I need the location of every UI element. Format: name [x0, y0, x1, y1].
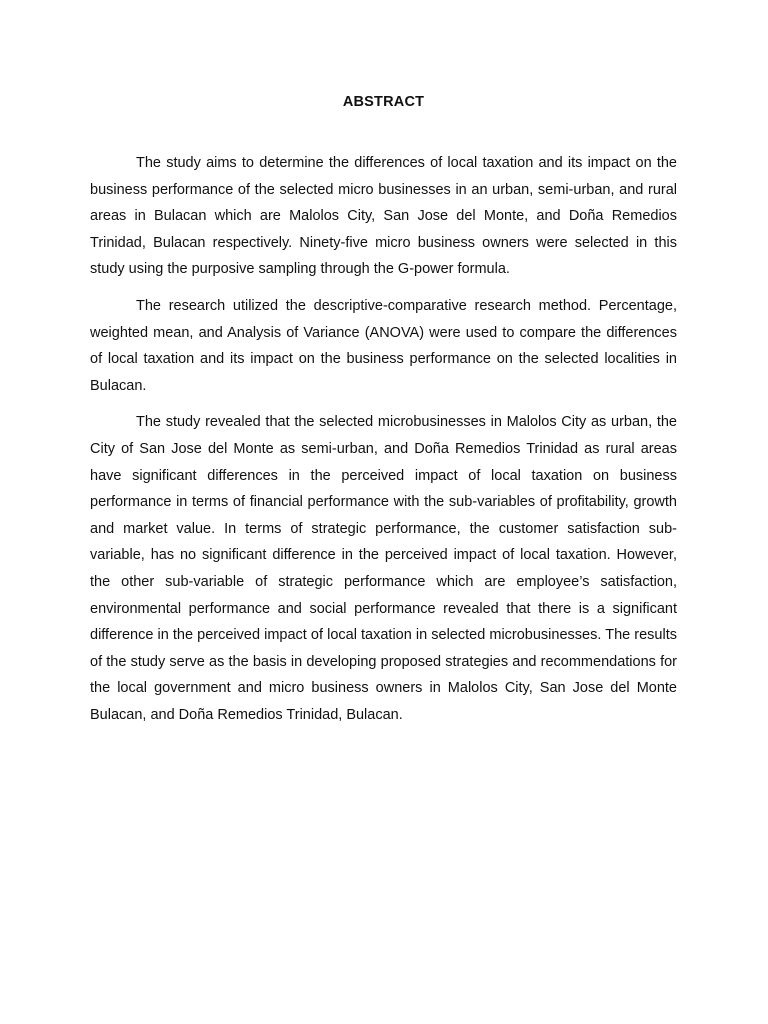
- abstract-paragraph-3: The study revealed that the selected microbusinesses in Malolos City as urban, the City of San Jose del Monte as semi-urban, and Doña Remedios Trinidad as rural areas have significant differences in the perceived impact of local taxation on business performance in terms of financial performance with the sub-variables of profitability, growth and market value. In terms of strategic performance, the customer satisfaction sub-variable, has no significant difference in the perceived impact of local taxation. However, the other sub-variable of strategic performance which are employee’s satisfaction, environmental performance and social performance revealed that there is a significant difference in the perceived impact of local taxation in selected microbusinesses. The results of the study serve as the basis in developing proposed strategies and recommendations for the local government and micro business owners in Malolos City, San Jose del Monte Bulacan, and Doña Remedios Trinidad, Bulacan.: [90, 414, 677, 723]
- abstract-paragraph-1: The study aims to determine the differences of local taxation and its impact on the business performance of the selected micro businesses in an urban, semi-urban, and rural areas in Bulacan which are Malolos City, San Jose del Monte, and Doña Remedios Trinidad, Bulacan respectively. Ninety-five micro business owners were selected in this study using the purposive sampling through the G-power formula.: [90, 155, 677, 278]
- abstract-paragraph-2: The research utilized the descriptive-comparative research method. Percentage, weighted mean, and Analysis of Variance (ANOVA) were used to compare the differences of local taxation and its impact on the business performance on the selected localities in Bulacan.: [90, 297, 677, 394]
- document-page: [90, 92, 677, 738]
- abstract-heading: ABSTRACT: [342, 94, 425, 110]
